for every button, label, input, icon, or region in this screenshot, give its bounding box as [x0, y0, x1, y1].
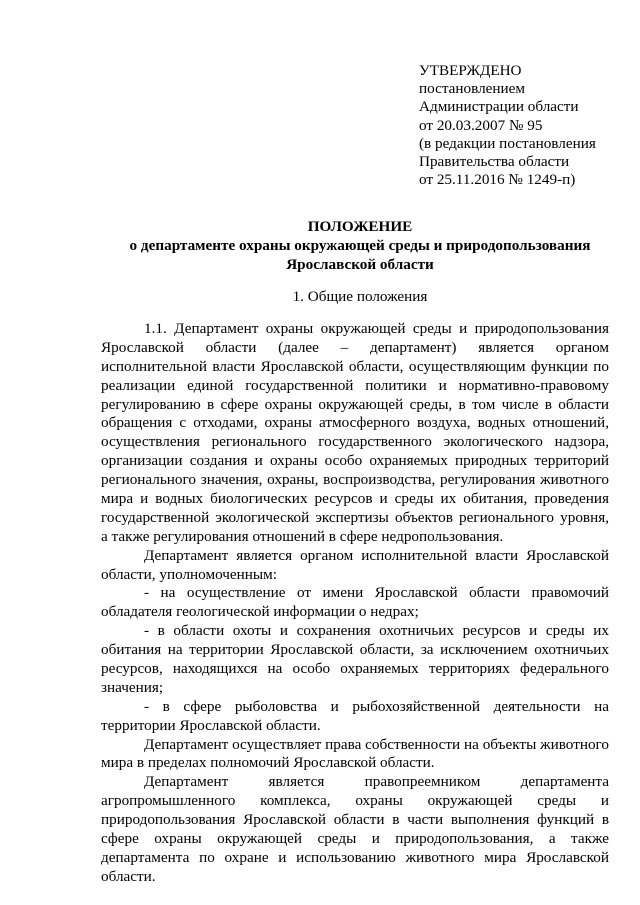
section-heading: 1. Общие положения	[292, 288, 428, 305]
body-line: - в области охоты и сохранения охотничьих ресурсов и среды их	[144, 622, 609, 640]
body-text	[101, 320, 609, 887]
approval-line: Правительства области	[419, 153, 570, 171]
body-line: исполнительной власти Ярославской области, осуществляющим функции по	[101, 357, 609, 375]
body-line: Департамент осуществляет права собственности на объекты животного	[144, 735, 609, 753]
body-line: мира и водных биологических ресурсов и среды их обитания, проведения	[101, 490, 609, 508]
approval-line: от 25.11.2016 № 1249-п)	[419, 171, 576, 189]
body-line: агропромышленного комплекса, охраны окружающей среды и	[101, 792, 609, 810]
approval-line: постановлением	[419, 80, 526, 98]
body-line: области.	[101, 867, 156, 885]
body-line: ресурсов, находящихся на особо охраняемых территориях федерального	[101, 660, 609, 678]
body-line: 1.1. Департамент охраны окружающей среды и природопользования	[144, 320, 609, 337]
body-line: регионального значения, охраны, воспроизводства, регулирования животного	[101, 471, 609, 489]
title-line: ПОЛОЖЕНИЕ	[307, 218, 413, 235]
title-line: Ярославской области	[286, 256, 434, 273]
body-line: мира в пределах полномочий Ярославской области.	[101, 754, 435, 772]
title-line: о департаменте охраны окружающей среды и природопользования	[129, 237, 591, 254]
body-line: - в сфере рыболовства и рыбохозяйственной деятельности на	[144, 697, 609, 715]
body-line: обладателя геологической информации о недрах;	[101, 603, 419, 621]
body-line: значения;	[101, 678, 164, 696]
body-line: области, уполномоченным:	[101, 565, 277, 583]
approval-stamp	[419, 62, 634, 189]
body-line: осуществления регионального государственного экологического надзора,	[101, 433, 609, 451]
body-line: территории Ярославской области.	[101, 716, 321, 734]
body-line: обитания на территории Ярославской области, за исключением охотничьих	[101, 641, 609, 659]
body-line: природопользования Ярославской области в части выполнения функций в	[101, 811, 609, 829]
approval-line: Администрации области	[419, 98, 579, 116]
body-line: организации создания и охраны особо охраняемых природных территорий	[101, 452, 609, 470]
approval-line: УТВЕРЖДЕНО	[419, 62, 522, 79]
body-line: департамента по охране и использованию животного мира Ярославской	[101, 848, 609, 866]
body-line: сфере охраны окружающей среды и природопользования, а также	[101, 830, 609, 848]
body-line: - на осуществление от имени Ярославской области правомочий	[144, 584, 609, 602]
body-line: а также регулирования отношений в сфере недропользования.	[101, 527, 504, 545]
approval-line: от 20.03.2007 № 95	[419, 116, 543, 134]
body-line: реализации единой государственной политики и нормативно-правовому	[101, 376, 609, 394]
approval-line: (в редакции постановления	[419, 134, 596, 152]
body-line: Департамент является органом исполнительной власти Ярославской	[144, 546, 609, 564]
body-line: регулированию в сфере охраны окружающей среды, в том числе в области	[101, 395, 609, 413]
document-title	[100, 217, 620, 274]
body-line: государственной экологической экспертизы объектов регионального уровня,	[101, 508, 609, 526]
body-line: Департамент является правопреемником департамента	[144, 773, 609, 791]
body-line: Ярославской области (далее – департамент) является органом	[101, 338, 609, 356]
body-line: обращения с отходами, охраны атмосферного воздуха, водных отношений,	[101, 414, 609, 432]
